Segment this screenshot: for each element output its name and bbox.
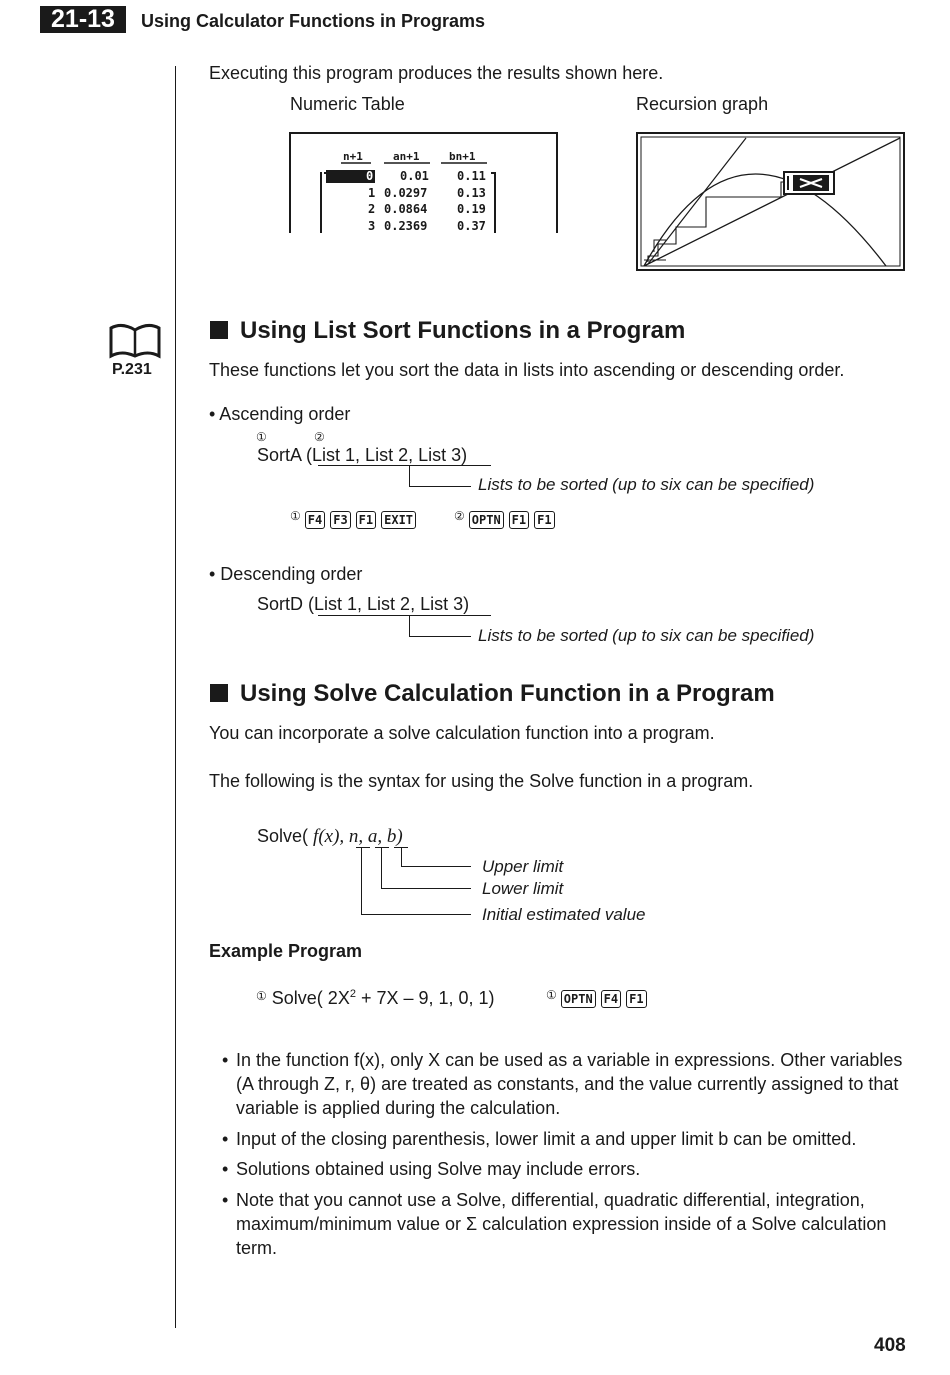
leader-line: [401, 866, 471, 867]
underline: [318, 615, 491, 616]
marker-2: ②: [314, 430, 325, 444]
recursion-graph-screen: [636, 132, 906, 272]
table-cell: 2: [368, 202, 376, 216]
table-label: Numeric Table: [290, 94, 405, 114]
sortd-args: List 1, List 2, List 3: [314, 594, 464, 614]
leader-line: [401, 848, 402, 866]
section-number: 21-13: [40, 6, 126, 33]
table-cell: 0.37: [457, 219, 486, 233]
example-code: ① Solve( $2X^2 + 7X - 9$, 1, 0, 1): [256, 988, 495, 1008]
table-cell: 0.11: [457, 169, 486, 183]
page-reference: P.231: [112, 361, 152, 378]
key-f1: F1: [356, 511, 376, 529]
sorta-args: List 1, List 2, List 3: [312, 445, 462, 465]
key-optn: OPTN: [561, 990, 596, 1008]
key-f3: F3: [330, 511, 350, 529]
key-f4: F4: [601, 990, 621, 1008]
marker-1: ①: [256, 430, 267, 444]
solve-section-title: Using Solve Calculation Function in a Program: [210, 680, 775, 708]
book-icon: [108, 322, 162, 360]
leader-line: [361, 914, 471, 915]
example-keys: ① OPTN F4 F1: [546, 988, 652, 1008]
table-cell: 0.19: [457, 202, 486, 216]
sort-section-title: Using List Sort Functions in a Program: [210, 317, 685, 345]
margin-rule: [175, 66, 176, 1328]
ascending-keys-1: ① F4 F3 F1 EXIT: [290, 509, 421, 529]
sortd-syntax: SortD (List 1, List 2, List 3): [257, 594, 470, 614]
lower-limit-label: Lower limit: [482, 879, 564, 898]
table-cell: 3: [368, 219, 376, 233]
table-cell: 0.01: [400, 169, 429, 183]
key-exit: EXIT: [381, 511, 416, 529]
sort-description: These functions let you sort the data in lists into ascending or descending order.: [209, 360, 845, 380]
table-cell: 0.2369: [384, 219, 428, 233]
underline: [318, 465, 491, 466]
key-f1: F1: [626, 990, 646, 1008]
table-cell: 0.0864: [384, 202, 428, 216]
ascending-note: Lists to be sorted (up to six can be specified): [478, 475, 815, 494]
numeric-table-screen: [289, 132, 559, 234]
descending-label: • Descending order: [209, 564, 363, 584]
solve-paragraph-1: You can incorporate a solve calculation function into a program.: [209, 723, 715, 743]
leader-line: [409, 466, 410, 486]
recursion-graph: [636, 132, 906, 272]
graph-label: Recursion graph: [636, 94, 769, 114]
page-number: 408: [874, 1335, 906, 1356]
table-cell: 1: [368, 186, 376, 200]
example-heading: Example Program: [209, 941, 363, 961]
square-bullet-icon: [210, 321, 228, 339]
underline-a: [375, 847, 389, 848]
table-cell: 0: [366, 169, 374, 183]
table-cell: 0.13: [457, 186, 486, 200]
leader-line: [361, 848, 362, 914]
leader-line: [409, 616, 410, 636]
square-bullet-icon: [210, 684, 228, 702]
underline-n: [356, 847, 370, 848]
ascending-keys-2: ② OPTN F1 F1: [454, 509, 560, 529]
leader-line: [381, 848, 382, 888]
upper-limit-label: Upper limit: [482, 857, 564, 876]
solve-syntax-args: f(x), n, a, b): [313, 826, 403, 847]
leader-line: [409, 486, 471, 487]
list-item: • Note that you cannot use a Solve, differential, quadratic differential, integration, maximum/minimum value or Σ calculation expression inside of a Solve calculation term.: [222, 1190, 887, 1258]
leader-line: [381, 888, 471, 889]
sorta-syntax: SortA (List 1, List 2, List 3): [257, 445, 468, 465]
col-header-n: n+1: [343, 150, 363, 163]
header-title: Using Calculator Functions in Programs: [141, 11, 486, 31]
col-header-a: an+1: [393, 150, 420, 163]
solve-paragraph-2: The following is the syntax for using the Solve function in a program.: [209, 771, 754, 791]
list-item: • Input of the closing parenthesis, lower limit a and upper limit b can be omitted.: [222, 1129, 857, 1149]
key-optn: OPTN: [469, 511, 504, 529]
key-f1: F1: [509, 511, 529, 529]
ascending-label: • Ascending order: [209, 404, 351, 424]
initial-value-label: Initial estimated value: [482, 905, 646, 924]
key-f4: F4: [305, 511, 325, 529]
leader-line: [409, 636, 471, 637]
list-item: • Solutions obtained using Solve may include errors.: [222, 1159, 641, 1179]
col-header-b: bn+1: [449, 150, 476, 163]
descending-note: Lists to be sorted (up to six can be specified): [478, 626, 815, 645]
list-item: • In the function f(x), only X can be used as a variable in expressions. Other variables (A through Z, r, θ) are treated as constants, and the value currently assigned to that variable is applied during the calculation.: [222, 1050, 903, 1118]
solve-syntax: Solve( f(x), n, a, b): [257, 826, 403, 847]
key-f1: F1: [534, 511, 554, 529]
intro-text: Executing this program produces the results shown here.: [209, 63, 664, 83]
table-cell: 0.0297: [384, 186, 428, 200]
